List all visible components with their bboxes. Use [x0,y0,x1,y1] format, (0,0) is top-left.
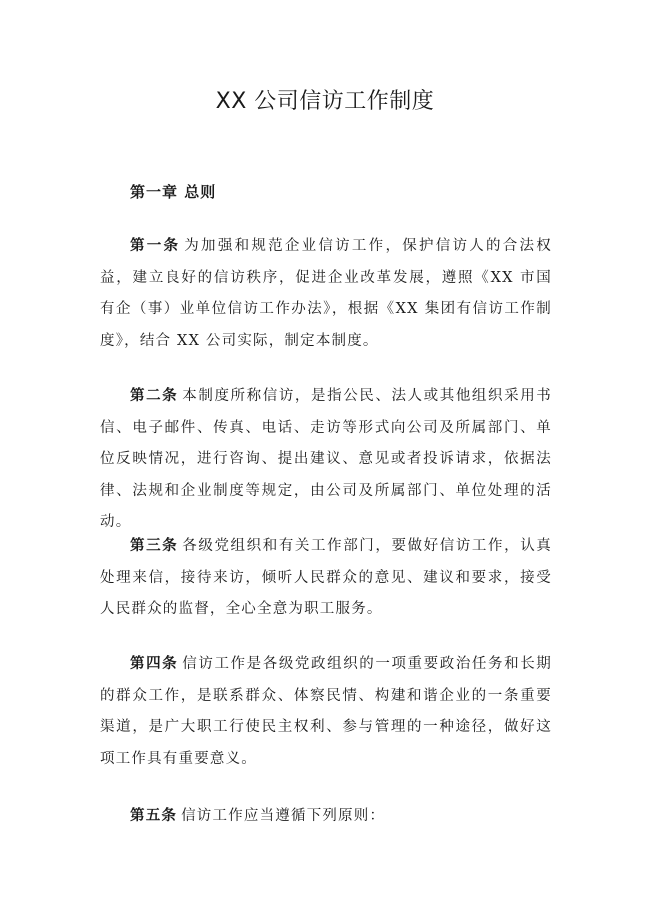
article-3 [100,531,552,626]
article-4-text: 信访工作是各级党政组织的一项重要政治任务和长期的群众工作，是联系群众、体察民情、构建和谐企业的一条重要渠道，是广大职工行使民主权利、参与管理的一种途径，做好这项工作具有重要意义。 [100,656,552,767]
article-4 [100,649,552,775]
article-1 [100,231,552,357]
chapter-heading: 第一章 总则 [130,183,217,201]
article-3-label: 第三条 [130,538,179,554]
article-1-label: 第一条 [130,238,181,254]
article-1-text: 为加强和规范企业信访工作，保护信访人的合法权益，建立良好的信访秩序，促进企业改革发展，遵照《XX 市国有企（事）业单位信访工作办法》，根据《XX 集团有信访工作制度》，结合 XX 公司实际，制定本制度。 [100,238,552,349]
article-3-text: 各级党组织和有关工作部门，要做好信访工作，认真处理来信，接待来访，倾听人民群众的意见、建议和要求，接受人民群众的监督，全心全意为职工服务。 [100,538,552,617]
article-2 [100,381,552,539]
article-5-label: 第五条 [130,808,178,824]
article-2-label: 第二条 [130,388,179,404]
article-5-text: 信访工作应当遵循下列原则： [181,808,386,824]
article-5 [100,801,552,833]
article-4-label: 第四条 [130,656,179,672]
article-2-text: 本制度所称信访，是指公民、法人或其他组织采用书信、电子邮件、传真、电话、走访等形式向公司及所属部门、单位反映情况，进行咨询、提出建议、意见或者投诉请求，依据法律、法规和企业制度等规定，由公司及所属部门、单位处理的活动。 [100,388,552,530]
document-title: XX 公司信访工作制度 [215,89,435,114]
